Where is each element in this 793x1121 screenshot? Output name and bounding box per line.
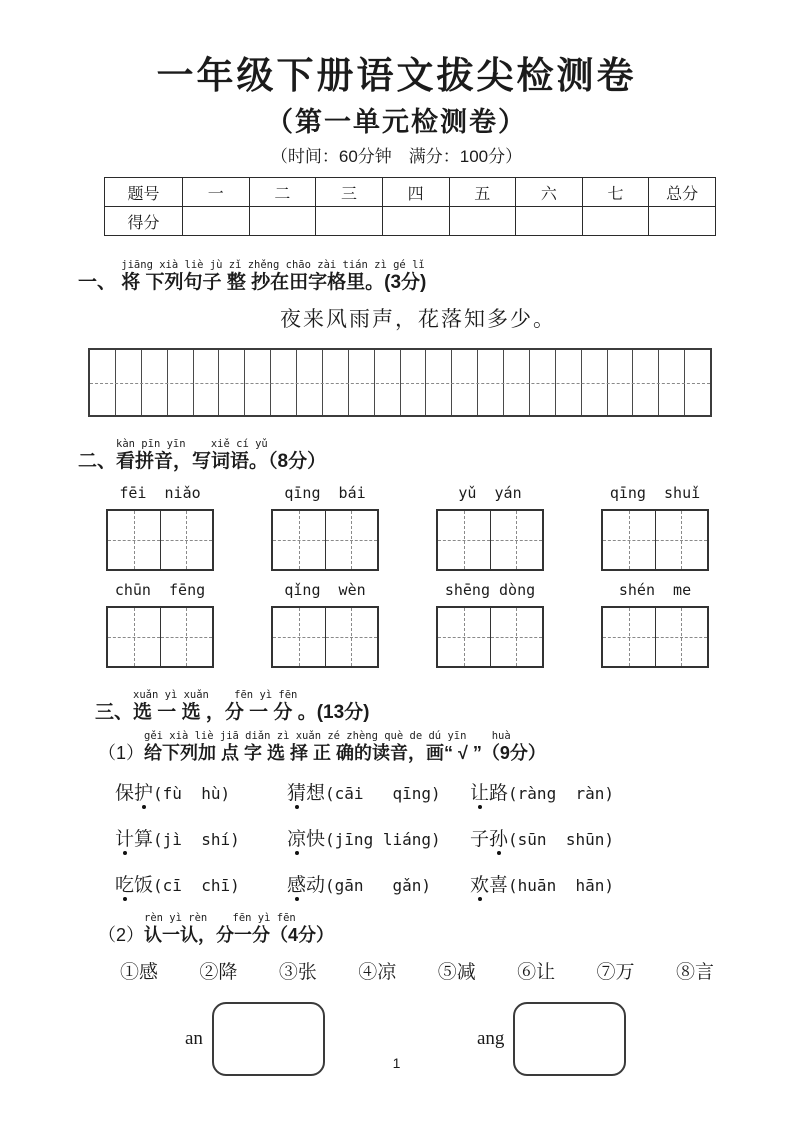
section-three-heading — [95, 690, 715, 725]
grid-cell[interactable] — [168, 350, 194, 415]
grid-cell[interactable] — [401, 350, 427, 415]
numbered-chars-row — [120, 957, 714, 984]
word-char: 子 — [470, 829, 490, 851]
writing-grid[interactable] — [271, 509, 379, 571]
writing-grid-cell[interactable] — [325, 608, 378, 666]
question-1-heading — [98, 731, 715, 765]
score-row-label: 得分 — [105, 207, 183, 236]
score-table-header-cell: 六 — [516, 178, 583, 207]
writing-grid-cell[interactable] — [438, 511, 490, 569]
writing-grid-cell[interactable] — [273, 608, 325, 666]
grid-cell[interactable] — [659, 350, 685, 415]
word-char: 保 — [115, 783, 135, 805]
dotted-char: 猜 — [287, 778, 306, 805]
dotted-char: 让 — [470, 778, 489, 805]
question-2-heading — [98, 913, 715, 947]
choice-word — [287, 778, 325, 805]
word-group — [270, 581, 380, 668]
writing-grid-cell[interactable] — [108, 511, 160, 569]
numbered-char[interactable]: ②降 — [199, 961, 238, 983]
writing-grid[interactable] — [106, 606, 214, 668]
word-grid-row-2 — [105, 581, 715, 668]
word-group — [105, 484, 215, 571]
page-subtitle: （第一单元检测卷） — [266, 107, 527, 138]
question-1-title: 给下列加 点 字 选 择 正 确的读音，画“ √ ”（9分） — [144, 742, 546, 763]
score-table-header-cell: 总分 — [649, 178, 716, 207]
pinyin-word-label: shén me — [618, 580, 692, 599]
grid-cell[interactable] — [478, 350, 504, 415]
score-table-header-cell: 四 — [382, 178, 449, 207]
grid-cell[interactable] — [323, 350, 349, 415]
choice-item[interactable] — [115, 870, 287, 897]
score-input-cell[interactable] — [183, 207, 250, 236]
choice-pinyin[interactable]: (jīng liáng) — [325, 830, 441, 850]
numbered-char[interactable]: ⑧言 — [675, 961, 714, 983]
section-one-title: 将 下列句子 整 抄在田字格里。(3分) — [121, 272, 427, 294]
grid-cell[interactable] — [685, 350, 710, 415]
word-char: 动 — [306, 875, 326, 897]
question-1-label: （1） — [98, 742, 145, 763]
page-number: 1 — [392, 1055, 401, 1071]
numbered-char[interactable]: ⑤减 — [437, 961, 476, 983]
pinyin-word-label: qīng bái — [284, 483, 366, 502]
score-table-header-cell: 三 — [316, 178, 383, 207]
copy-sentence: 夜来风雨声，花落知多少。 — [280, 307, 556, 332]
grid-cell[interactable] — [633, 350, 659, 415]
grid-cell[interactable] — [297, 350, 323, 415]
pinyin-word-label: qǐng wèn — [284, 580, 366, 599]
writing-grid-cell[interactable] — [490, 608, 543, 666]
exam-header — [78, 54, 715, 167]
pinyin-word-label: yǔ yán — [458, 483, 522, 502]
word-char: 想 — [306, 783, 326, 805]
word-group — [435, 581, 545, 668]
choice-item[interactable] — [115, 778, 287, 805]
choice-item[interactable] — [470, 824, 715, 851]
section-three-pinyin: xuǎn yì xuǎn fēn yì fēn — [133, 688, 298, 701]
writing-grid[interactable] — [601, 509, 709, 571]
grid-cell[interactable] — [375, 350, 401, 415]
score-table-header-row — [105, 178, 716, 207]
section-one-pinyin: jiāng xià liè jù zǐ zhěng chāo zài tián zì gé lǐ — [121, 259, 425, 272]
word-char: 算 — [134, 829, 154, 851]
choice-pinyin[interactable]: (jì shí) — [153, 830, 240, 850]
word-group — [600, 581, 710, 668]
writing-grid-cell[interactable] — [325, 511, 378, 569]
exam-time-score-info: （时间：60分钟 满分：100分） — [270, 147, 523, 167]
word-char: 快 — [306, 829, 326, 851]
score-input-cell[interactable] — [249, 207, 316, 236]
choice-pinyin[interactable]: (ràng ràn) — [508, 784, 614, 804]
writing-grid-cell[interactable] — [490, 511, 543, 569]
numbered-char[interactable]: ③张 — [278, 961, 317, 983]
section-one-number: 一、 — [78, 272, 122, 294]
writing-grid-cell[interactable] — [655, 511, 708, 569]
numbered-char[interactable]: ④凉 — [358, 961, 397, 983]
dotted-char: 欢 — [470, 870, 489, 897]
choice-word — [287, 870, 325, 897]
grid-cell[interactable] — [219, 350, 245, 415]
grid-cell[interactable] — [452, 350, 478, 415]
choice-item[interactable] — [287, 824, 470, 851]
word-group — [600, 484, 710, 571]
grid-cell[interactable] — [142, 350, 168, 415]
numbered-char[interactable]: ①感 — [120, 961, 159, 983]
grid-cell[interactable] — [349, 350, 375, 415]
dotted-char: 吃 — [115, 870, 134, 897]
choice-pinyin[interactable]: (sūn shūn) — [508, 830, 614, 850]
dotted-char: 凉 — [287, 824, 306, 851]
grid-cell[interactable] — [271, 350, 297, 415]
score-input-cell[interactable] — [516, 207, 583, 236]
section-three-number: 三、 — [95, 701, 134, 723]
writing-grid-cell[interactable] — [655, 608, 708, 666]
question-2-pinyin: rèn yì rèn fēn yì fēn — [144, 912, 296, 925]
choice-item[interactable] — [470, 870, 715, 897]
section-three-title: 选 一 选 ，分 一 分 。(13分) — [133, 701, 370, 723]
question-1-pinyin: gěi xià liè jiā diǎn zì xuǎn zé zhèng què de dú yīn huà — [144, 729, 511, 742]
section-two-title: 看拼音，写词语。（8分） — [116, 451, 327, 473]
choice-pinyin[interactable]: (cī chī) — [153, 876, 240, 896]
score-input-cell[interactable] — [582, 207, 649, 236]
section-two-number: 二、 — [78, 451, 117, 473]
choice-word — [470, 824, 508, 851]
word-grid-row-1 — [105, 484, 715, 571]
score-input-cell[interactable] — [382, 207, 449, 236]
score-input-cell[interactable] — [649, 207, 716, 236]
writing-grid-cell[interactable] — [160, 511, 213, 569]
grid-cell[interactable] — [90, 350, 116, 415]
grid-cell[interactable] — [504, 350, 530, 415]
choice-pinyin[interactable]: (cāi qīng) — [325, 784, 441, 804]
grid-cell[interactable] — [245, 350, 271, 415]
choice-pinyin[interactable]: (gān gǎn) — [325, 876, 431, 896]
dotted-char: 孙 — [489, 824, 508, 851]
writing-grid[interactable] — [271, 606, 379, 668]
pronunciation-choice-grid — [115, 778, 715, 897]
choice-word — [115, 778, 153, 805]
dotted-char: 护 — [134, 778, 153, 805]
writing-grid-cell[interactable] — [273, 511, 325, 569]
word-char: 饭 — [134, 875, 154, 897]
choice-word — [287, 824, 325, 851]
word-group — [105, 581, 215, 668]
writing-grid-cell[interactable] — [603, 511, 655, 569]
writing-grid-cell[interactable] — [108, 608, 160, 666]
sort-label-ang: ang — [476, 1027, 505, 1049]
writing-grid[interactable] — [436, 509, 544, 571]
choice-word — [470, 778, 508, 805]
numbered-char[interactable]: ⑦万 — [596, 961, 635, 983]
score-table — [104, 177, 716, 236]
choice-item[interactable] — [115, 824, 287, 851]
section-two-pinyin: kàn pīn yīn xiě cí yǔ — [116, 438, 268, 451]
choice-item[interactable] — [470, 778, 715, 805]
choice-item[interactable] — [287, 778, 470, 805]
pinyin-word-label: shēng dòng — [444, 580, 536, 599]
word-char: 路 — [489, 783, 509, 805]
word-group — [435, 484, 545, 571]
grid-cell[interactable] — [582, 350, 608, 415]
dotted-char: 计 — [115, 824, 134, 851]
score-table-header-cell: 五 — [449, 178, 516, 207]
grid-cell[interactable] — [530, 350, 556, 415]
choice-pinyin[interactable]: (fù hù) — [153, 784, 231, 804]
word-group — [270, 484, 380, 571]
word-char: 喜 — [489, 875, 509, 897]
choice-word — [115, 870, 153, 897]
score-input-cell[interactable] — [316, 207, 383, 236]
pinyin-word-label: fēi niǎo — [119, 483, 201, 502]
score-table-header-cell: 一 — [183, 178, 250, 207]
section-one-heading — [78, 260, 715, 295]
grid-cell[interactable] — [608, 350, 634, 415]
numbered-char[interactable]: ⑥让 — [517, 961, 556, 983]
sort-label-an: an — [185, 1027, 203, 1049]
copy-grid[interactable] — [88, 348, 712, 417]
page-title: 一年级下册语文拔尖检测卷 — [156, 55, 637, 96]
dotted-char: 感 — [287, 870, 306, 897]
writing-grid-cell[interactable] — [438, 608, 490, 666]
grid-cell[interactable] — [556, 350, 582, 415]
score-input-cell[interactable] — [449, 207, 516, 236]
score-table-header-cell: 二 — [249, 178, 316, 207]
score-table-header-cell: 七 — [582, 178, 649, 207]
choice-item[interactable] — [287, 870, 470, 897]
question-2-title: 认一认，分一分（4分） — [144, 925, 335, 946]
score-table-header-cell: 题号 — [105, 178, 183, 207]
writing-grid[interactable] — [436, 606, 544, 668]
question-2-label: （2） — [98, 925, 145, 946]
writing-grid-cell[interactable] — [160, 608, 213, 666]
grid-cell[interactable] — [194, 350, 220, 415]
choice-pinyin[interactable]: (huān hān) — [508, 876, 614, 896]
grid-cell[interactable] — [116, 350, 142, 415]
grid-cell[interactable] — [426, 350, 452, 415]
choice-word — [115, 824, 153, 851]
section-two-heading — [78, 439, 715, 474]
score-table-score-row — [105, 207, 716, 236]
writing-grid[interactable] — [106, 509, 214, 571]
writing-grid[interactable] — [601, 606, 709, 668]
pinyin-word-label: qīng shuǐ — [609, 483, 701, 502]
writing-grid-cell[interactable] — [603, 608, 655, 666]
pinyin-word-label: chūn fēng — [114, 580, 206, 599]
choice-word — [470, 870, 508, 897]
